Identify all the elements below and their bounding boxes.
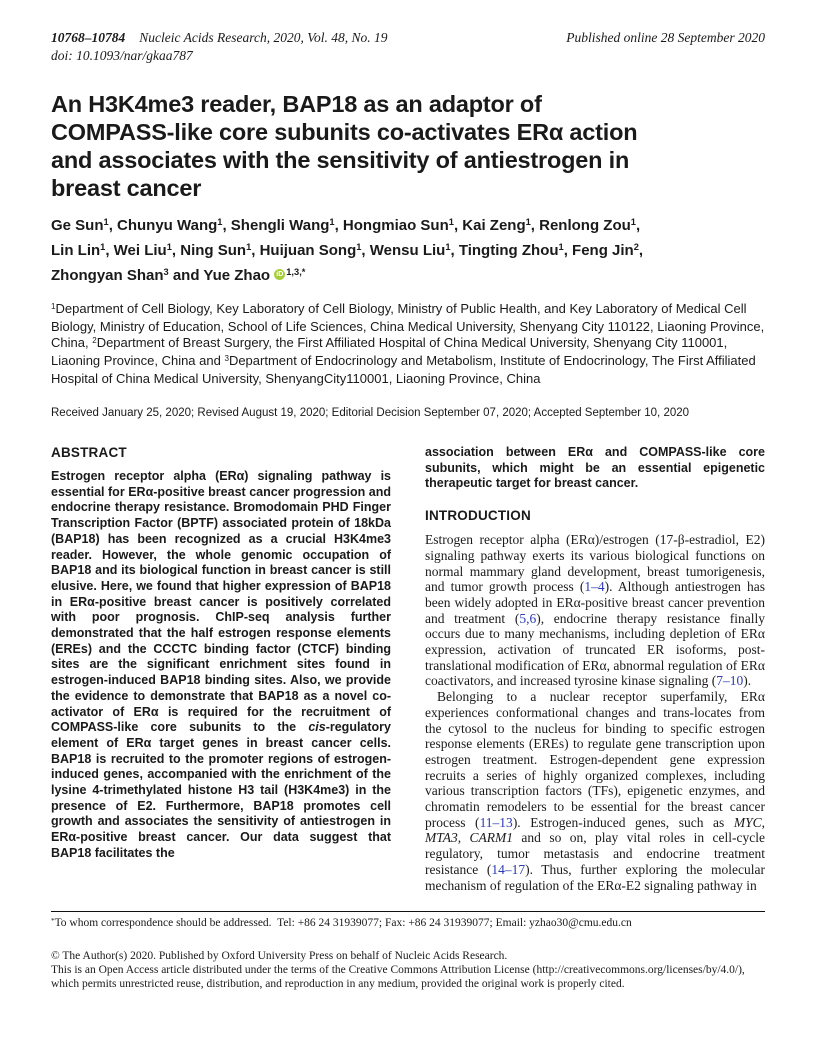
text-segment: COMPASS-like core subunits co-activates ERα action [51,119,638,145]
paper-title [51,90,765,202]
text-segment: ). [743,673,752,689]
text-segment: 2 [92,335,97,345]
text-segment: , Kai Zeng [453,217,526,234]
journal-name: Nucleic Acids Research, 2020, Vol. 48, No. 19 [139,30,388,45]
text-segment: 3 [224,353,229,363]
text-segment: Estrogen receptor alpha (ERα) signaling pathway is essential for ERα-positive breast cancer progression and endocrine therapy resistance. Bromodomain PHD Finger Transcription Factor (BPTF) associated protein of 18kDa (BAP18) has been recognized as a crucial H3K4me3 reader. However, the whole genomic occupation of BAP18 and its biological function in breast cancer is still elusive. Here, we found that higher expression of BAP18 in ERα-positive breast cancer is positively correlated with poor prognosis. ChIP-seq analysis further demonstrated that the half estrogen response elements (EREs) and the CCCTC binding factor (CTCF) binding sites are the significant enrichment sites found in estrogen-induced BAP18 binding sites. Also, we provide the evidence to demonstrate that BAP18 as a novel co-activator of ERα is required for the recruitment of COMPASS-like core subunits to the [51,469,395,735]
text-segment: Department of Breast Surgery, the First Affiliated Hospital of China Medical University, Shenyang City 110001, Liaoning Province, China and [51,335,731,368]
text-segment: 1 [246,242,252,253]
text-segment: ). Estrogen-induced genes, such as [512,814,734,830]
text-segment: This is an Open Access article distributed under the terms of the Creative Commons Attribution License ( [51,964,537,977]
author-list [51,214,765,289]
intro-paragraph-2 [425,689,769,893]
text-segment: 1 [103,217,109,228]
text-segment: ). Thus, further exploring the molecular mechanism of regulation of the ERα-E2 signaling pathway in [425,861,769,893]
text-segment: , Huijuan Song [251,242,357,259]
text-segment: 1 [630,217,636,228]
text-segment: ), endocrine therapy resistance finally occurs due to many mechanisms, including depletion of ERα expression, activation of truncated ER isoforms, post-translational modification of ERα, abnormal regulation of ERα coactivators, and increased tyrosine kinase signaling ( [425,610,769,689]
text-segment: and so on, play vital roles in cell-cycle regulatory, tumor metastasis and endocrine treatment resistance ( [425,830,769,877]
text-segment: , [638,242,644,259]
text-segment: , [457,830,470,846]
text-segment: 1 [100,242,106,253]
doi: doi: 10.1093/nar/gkaa787 [51,48,193,63]
text-segment: -regulatory element of ERα target genes in breast cancer cells. BAP18 is recruited to the promoter regions of estrogen-induced genes, accompanied with the enrichment of the lysine 4-trimethylated histone H3 tail (H3K4me3) in the presence of E2. Furthermore, BAP18 promotes cell growth and associates the sensitivity of antiestrogen in ERα-positive breast cancer. Our data suggest that BAP18 facilitates the [51,720,395,860]
text-segment: , Chunyu Wang [108,217,218,234]
text-segment: 1 [329,217,335,228]
text-segment: * [51,916,55,925]
text-segment: 2 [633,242,639,253]
text-segment: , Tingting Zhou [450,242,559,259]
text-segment: MTA3 [425,830,458,846]
citation-link[interactable]: 1–4 [584,579,605,595]
journal-header [51,30,765,46]
text-segment: Zhongyan Shan [51,267,164,284]
text-segment: , Wei Liu [105,242,167,259]
text-segment: 3 [163,267,169,278]
text-segment: An H3K4me3 reader, BAP18 as an adaptor of [51,91,542,117]
citation-link[interactable]: 11–13 [479,814,513,830]
abstract-text-left [51,469,395,862]
dates-line: Received January 25, 2020; Revised August 19, 2020; Editorial Decision September 07, 2020; Accepted September 10, 2020 [51,407,690,419]
text-segment: association between ERα and COMPASS-like core subunits, which might be an essential epigenetic therapeutic target for breast cancer. [425,445,769,491]
text-segment: ). Although antiestrogen has been widely adopted in ERα-positive breast cancer prevention and treatment ( [425,579,769,626]
license-url[interactable]: http://creativecommons.org/licenses/by/4.0/ [536,964,739,977]
text-segment: Estrogen receptor alpha (ERα)/estrogen (17-β-estradiol, E2) signaling pathway exerts its various biological functions on normal mammary gland development, breast tumorigenesis, and tumor growth process ( [425,532,769,595]
text-segment: 1 [217,217,223,228]
affiliations [51,301,768,387]
text-segment: , [761,814,769,830]
text-segment: , Ning Sun [171,242,247,259]
abstract-heading: ABSTRACT [51,445,127,460]
introduction-heading: INTRODUCTION [425,508,531,524]
text-segment: MYC [733,814,762,830]
intro-paragraph-1 [425,532,769,689]
text-segment: , Wensu Liu [361,242,446,259]
text-segment: and associates with the sensitivity of antiestrogen in [51,147,630,173]
text-segment: , [635,217,641,234]
license-line [51,963,765,991]
text-segment: 1 [445,242,451,253]
text-segment: 1 [166,242,172,253]
text-segment: To whom correspondence should be addressed. Tel: +86 24 31939077; Fax: +86 24 31939077; Email: [54,917,530,930]
text-segment: 1 [448,217,454,228]
orcid-icon[interactable]: iD [276,271,284,278]
left-column [51,445,395,893]
text-segment: 1 [356,242,362,253]
text-segment: breast cancer [51,175,202,201]
citation-link[interactable]: 5,6 [519,610,537,626]
text-segment: Ge Sun [51,217,104,234]
text-segment: and Yue Zhao [168,267,275,284]
text-segment: Lin Lin [51,242,101,259]
text-segment: Belonging to a nuclear receptor superfamily, ERα experiences conformational changes and trans-locates from the cytosol to the nucleus for binding to specific estrogen response elements (EREs) to regulate gene transcription upon estrogen treatment. Estrogen-dependent gene expression recruits a series of highly organized complexes, including various transcription factors (TFs), epigenetic enzymes, and chromatin remodelers to be essential for the breast cancer process ( [425,689,769,830]
text-segment: Department of Endocrinology and Metabolism, Institute of Endocrinology, The First Affiliated Hospital of China Medical University, ShenyangCity110001, Liaoning Province, China [51,353,760,386]
introduction-section [425,508,769,893]
citation-link[interactable]: 7–10 [716,673,744,689]
text-segment: ), which permits unrestricted reuse, distribution, and reproduction in any medium, provided the original work is properly cited. [51,964,748,991]
abstract-text-right [425,445,769,492]
text-segment: CARM1 [469,830,514,846]
text-segment: , Shengli Wang [222,217,330,234]
text-segment: , Hongmiao Sun [334,217,449,234]
text-segment: 1 [525,217,531,228]
copyright-line: © The Author(s) 2020. Published by Oxford University Press on behalf of Nucleic Acids Research. [51,950,508,963]
text-segment: 1 [51,301,56,311]
text-segment: Department of Cell Biology, Key Laboratory of Cell Biology, Ministry of Public Health, and Key Laboratory of Medical Cell Biology, Ministry of Education, School of Life Sciences, China Medical University, Shenyang City 110122, Liaoning Province, China, [51,301,768,350]
right-column [425,445,769,893]
text-segment: , Renlong Zou [530,217,631,234]
text-segment: 1 [558,242,564,253]
journal-header-left [51,30,387,46]
published-date: Published online 28 September 2020 [566,30,765,45]
text-segment: , Feng Jin [563,242,634,259]
text-segment: cis [308,720,326,735]
footnote-rule [51,911,765,912]
copyright-block [51,949,765,991]
page-range: 10768–10784 [51,30,126,45]
email-link[interactable]: yzhao30@cmu.edu.cn [529,917,632,930]
two-column-body [51,445,769,893]
citation-link[interactable]: 14–17 [491,861,526,877]
text-segment: 1,3,* [286,267,306,278]
correspondence-note [51,917,765,929]
